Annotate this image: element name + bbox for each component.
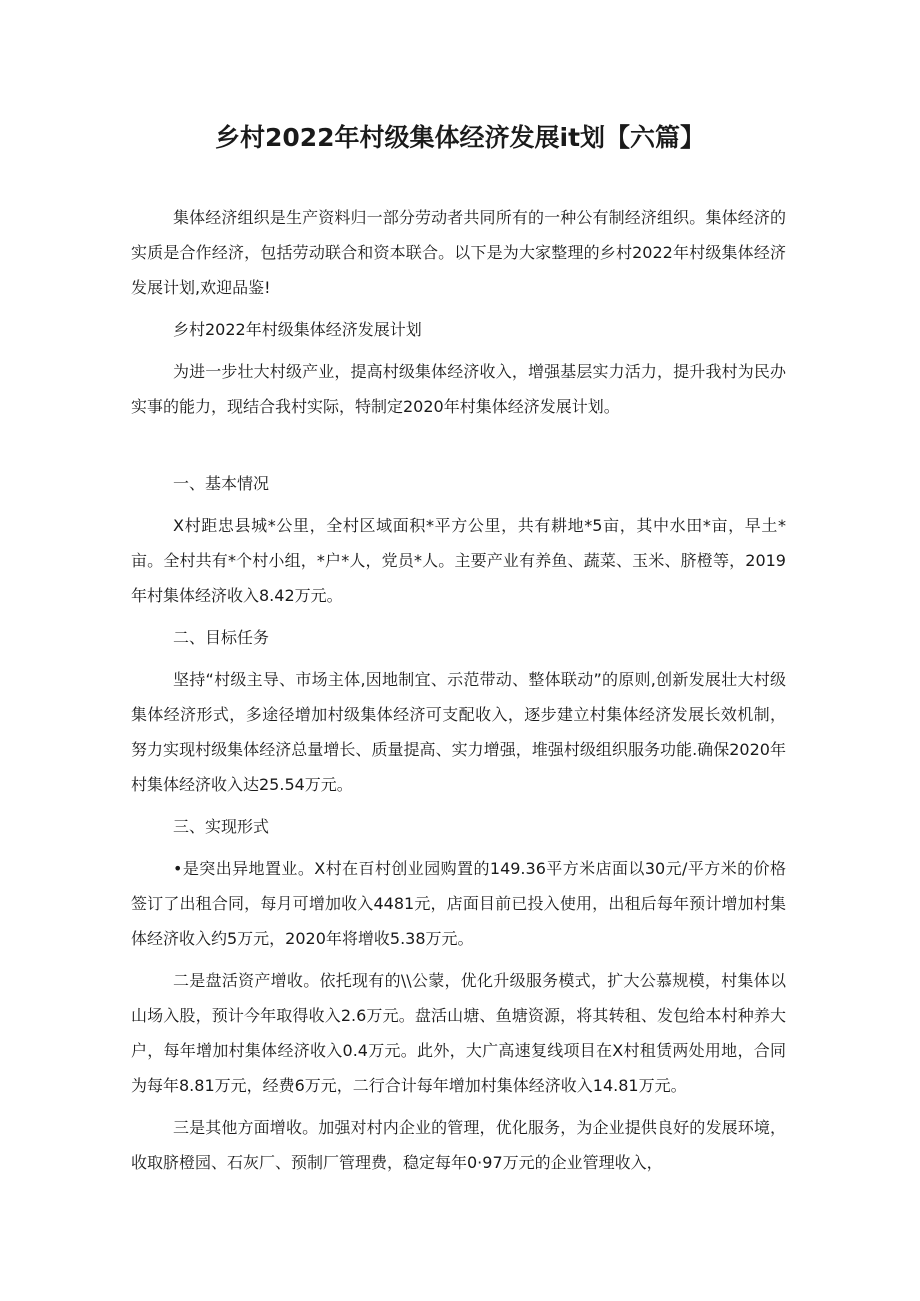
form-paragraph-2: 二是盘活资产增收。依托现有的\\公蒙，优化升级服务模式，扩大公慕规模，村集体以山场入股，预计今年取得收入2.6万元。盘活山塘、鱼塘资源，将其转租、发包给本村种养大户，每年增加村集体经济收入0.4万元。此外，大广高速复线项目在X村租赁两处用地，合同为每年8.81万元，经费6万元，二行合计每年增加村集体经济收入14.81万元。 (131, 971, 786, 1095)
document-body (131, 200, 786, 1180)
goal-paragraph: 坚持“村级主导、市场主体,因地制宜、示范带动、整体联动”的原则,创新发展壮大村级集体经济形式，多途径增加村级集体经济可支配收入，逐步建立村集体经济发展长效机制，努力实现村级集体经济总量增长、质量提高、实力增强，堆强村级组织服务功能.确保2020年村集体经济收入达25.54万元。 (131, 670, 786, 794)
section-heading-basic: 一、基本情况 (173, 474, 270, 493)
basic-situation-paragraph: X村距忠县城*公里，全村区域面积*平方公里，共有耕地*5亩，其中水田*亩，早土*亩。全村共有*个村小组，*户*人，党员*人。主要产业有养鱼、蔬菜、玉米、脐橙等，2019年村集体经济收入8.42万元。 (131, 516, 786, 605)
spacer (131, 424, 786, 466)
section-heading-goal: 二、目标任务 (173, 628, 270, 647)
form-paragraph-1: •是突出异地置业。X村在百村创业园购置的149.36平方米店面以30元/平方米的价格签订了出租合同，每月可增加收入4481元，店面目前已投入使用，出租后每年预计增加村集体经济收入约5万元，2020年将增收5.38万元。 (131, 859, 786, 948)
form-paragraph-3: 三是其他方面增收。加强对村内企业的管理，优化服务，为企业提供良好的发展环境，收取脐橙园、石灰厂、预制厂管理费，稳定每年0·97万元的企业管理收入， (131, 1118, 786, 1172)
intro-paragraph: 集体经济组织是生产资料归一部分劳动者共同所有的一种公有制经济组织。集体经济的实质是合作经济，包括劳动联合和资本联合。以下是为大家整理的乡村2022年村级集体经济发展计划,欢迎品鉴! (131, 208, 786, 297)
subtitle-paragraph: 乡村2022年村级集体经济发展计划 (173, 320, 422, 339)
section-heading-form: 三、实现形式 (173, 817, 270, 836)
purpose-paragraph: 为进一步壮大村级产业，提高村级集体经济收入，增强基层实力活力，提升我村为民办实事的能力，现结合我村实际，特制定2020年村集体经济发展计划。 (131, 362, 786, 416)
document-title: 乡村2022年村级集体经济发展it划【六篇】 (214, 123, 706, 152)
